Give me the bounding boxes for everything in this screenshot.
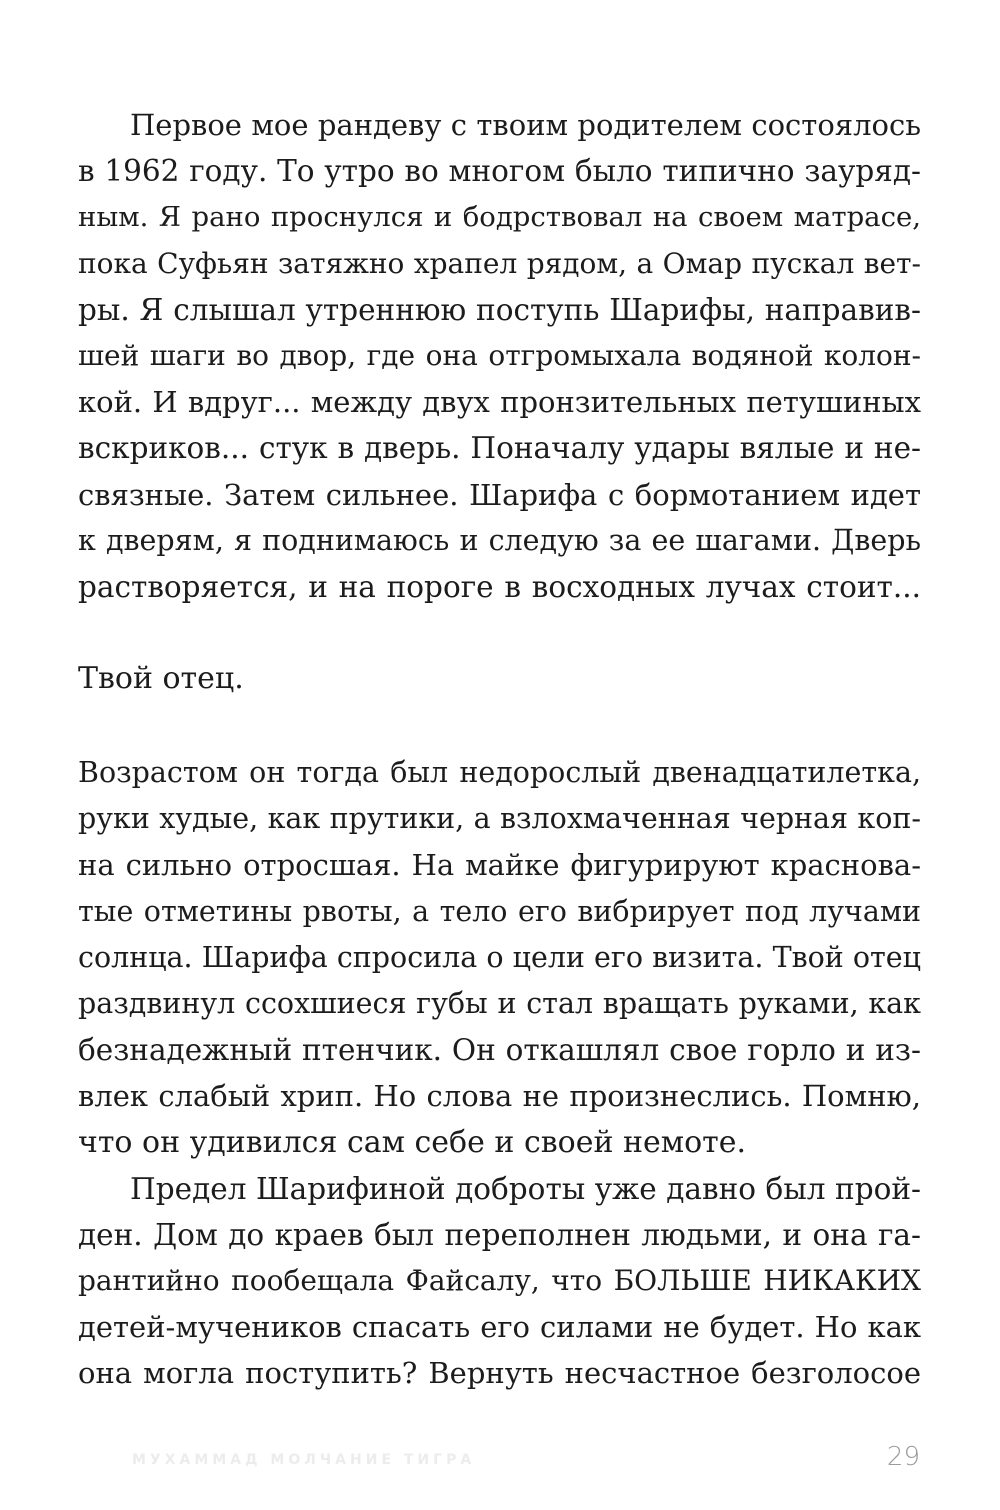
text-line: ры. Я слышал утреннюю поступь Шарифы, направив-: [78, 292, 921, 327]
paragraph-your-father: [78, 656, 921, 702]
paragraph-description: [78, 750, 921, 1397]
text-line: ден. Дом до краев был переполнен людьми, и она га-: [78, 1217, 921, 1252]
text-line: в 1962 году. То утро во многом было типично зауряд-: [78, 154, 921, 189]
page-number: 29: [886, 1442, 920, 1472]
text-line: Первое мое рандеву с твоим родителем состоялось: [130, 108, 921, 142]
text-line: Твой отец.: [78, 661, 244, 696]
text-line: что он удивился сам себе и своей немоте.: [78, 1124, 747, 1160]
text-line: влек слабый хрип. Но слова не произнеслись. Помню,: [78, 1079, 921, 1114]
text-line: руки худые, как прутики, а взлохмаченная черная коп-: [78, 802, 921, 836]
text-line: вскриков... стук в дверь. Поначалу удары вялые и не-: [78, 431, 921, 466]
text-line: кой. И вдруг... между двух пронзительных петушиных: [78, 385, 921, 420]
running-title: МУХАММАД МОЛЧАНИЕ ТИГРА: [132, 1452, 476, 1468]
text-line: детей-мучеников спасать его силами не будет. Но как: [78, 1310, 921, 1345]
text-line: рантийно пообещала Файсалу, что БОЛЬШЕ НИКАКИХ: [78, 1264, 921, 1298]
text-line: раздвинул ссохшиеся губы и стал вращать руками, как: [78, 986, 921, 1020]
text-line: Предел Шарифиной доброты уже давно был прой-: [130, 1171, 921, 1206]
text-line: пока Суфьян затяжно храпел рядом, а Омар пускал вет-: [78, 246, 921, 280]
text-line: связные. Затем сильнее. Шарифа с бормотанием идет: [78, 477, 921, 512]
text-line: к дверям, я поднимаюсь и следую за ее шагами. Дверь: [78, 523, 921, 557]
text-line: солнца. Шарифа спросила о цели его визита. Твой отец: [78, 940, 921, 974]
text-line: она могла поступить? Вернуть несчастное безголосое: [78, 1356, 921, 1391]
text-line: Возрастом он тогда был недорослый двенадцатилетка,: [78, 756, 921, 789]
text-line: ным. Я рано проснулся и бодрствовал на своем матрасе,: [78, 201, 921, 234]
text-line: тые отметины рвоты, а тело его вибрирует под лучами: [78, 894, 921, 928]
text-line: растворяется, и на пороге в восходных лучах стоит...: [78, 569, 921, 604]
text-line: безнадежный птенчик. Он откашлял свое горло и из-: [78, 1033, 921, 1068]
text-line: на сильно отросшая. На майке фигурируют краснова-: [78, 848, 921, 883]
paragraph-first-meeting: [78, 102, 921, 610]
text-line: шей шаги во двор, где она отгромыхала водяной колон-: [78, 338, 921, 372]
